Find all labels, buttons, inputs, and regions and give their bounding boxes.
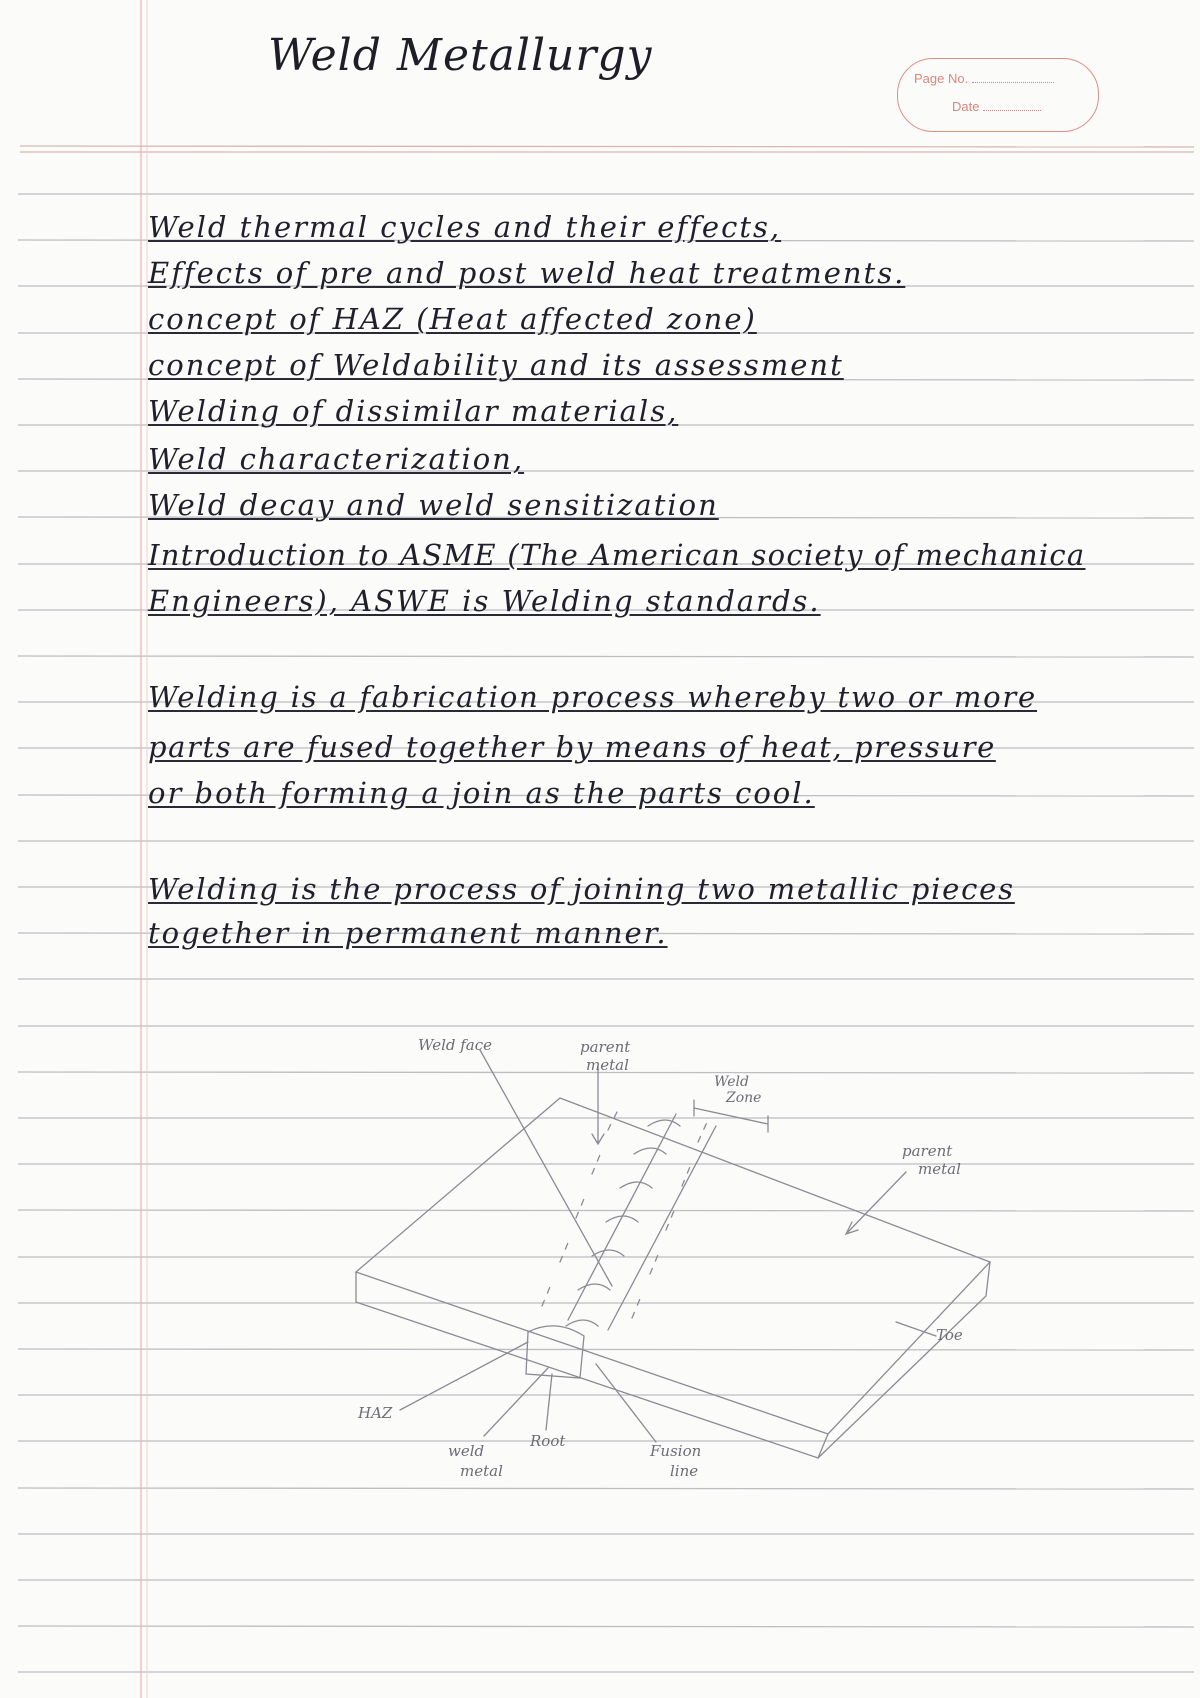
syllabus-item: Introduction to ASME (The American society of mechanica: [148, 538, 1086, 572]
syllabus-item: Weld thermal cycles and their effects,: [148, 210, 782, 244]
page-title: Weld Metallurgy: [268, 30, 653, 81]
label-fusion-line: Fusion: [650, 1442, 702, 1460]
paragraph-line: Welding is the process of joining two metallic pieces: [148, 872, 1015, 906]
label-parent-metal-top-2: metal: [586, 1056, 629, 1074]
label-weld-metal: weld: [448, 1442, 485, 1460]
weld-face-leader: [480, 1050, 612, 1286]
label-root: Root: [530, 1432, 566, 1450]
syllabus-item: Effects of pre and post weld heat treatments.: [148, 256, 906, 290]
plate-side-edge: [818, 1262, 990, 1458]
label-haz: HAZ: [358, 1404, 393, 1422]
weld-bead-edges: [568, 1114, 716, 1330]
label-parent-metal-right-2: metal: [918, 1160, 961, 1178]
fusion-line-leader: [596, 1364, 656, 1442]
label-weld-metal-2: metal: [460, 1462, 503, 1480]
weld-ripples: [566, 1120, 680, 1326]
label-toe: Toe: [936, 1326, 963, 1344]
haz-leader: [400, 1342, 528, 1410]
paragraph-line: parts are fused together by means of heat, pressure: [148, 730, 996, 764]
paragraph-line: together in permanent manner.: [148, 916, 668, 950]
date-label: Date: [952, 99, 980, 114]
plate-front-edge: [356, 1272, 828, 1458]
syllabus-item: Weld decay and weld sensitization: [148, 488, 719, 522]
weld-end-profile: [526, 1332, 584, 1378]
parent-metal-arrow-right: [846, 1172, 906, 1234]
label-parent-metal-right: parent: [902, 1142, 953, 1160]
root-leader: [546, 1374, 552, 1430]
parent-metal-arrow-top: [592, 1066, 604, 1144]
diagram-labels: [357, 1036, 963, 1480]
page-no-label: Page No.: [914, 71, 969, 86]
paragraph-line: Welding is a fabrication process whereby two or more: [148, 680, 1038, 714]
toe-leader: [896, 1322, 936, 1336]
syllabus-item: Welding of dissimilar materials,: [148, 394, 679, 428]
label-weld-zone: Weld: [714, 1074, 749, 1090]
paragraph-line: or both forming a join as the parts cool.: [148, 776, 815, 810]
syllabus-item: Engineers), ASWE is Welding standards.: [148, 584, 821, 618]
weld-metal-leader: [484, 1368, 548, 1436]
syllabus-item: concept of Weldability and its assessment: [148, 348, 844, 382]
syllabus-item: Weld characterization,: [148, 442, 525, 476]
label-weld-zone-2: Zone: [726, 1090, 762, 1106]
label-parent-metal-top: parent: [580, 1038, 631, 1056]
label-weld-face: Weld face: [418, 1036, 493, 1054]
syllabus-item: concept of HAZ (Heat affected zone): [148, 302, 757, 336]
label-fusion-line-2: line: [670, 1462, 699, 1480]
